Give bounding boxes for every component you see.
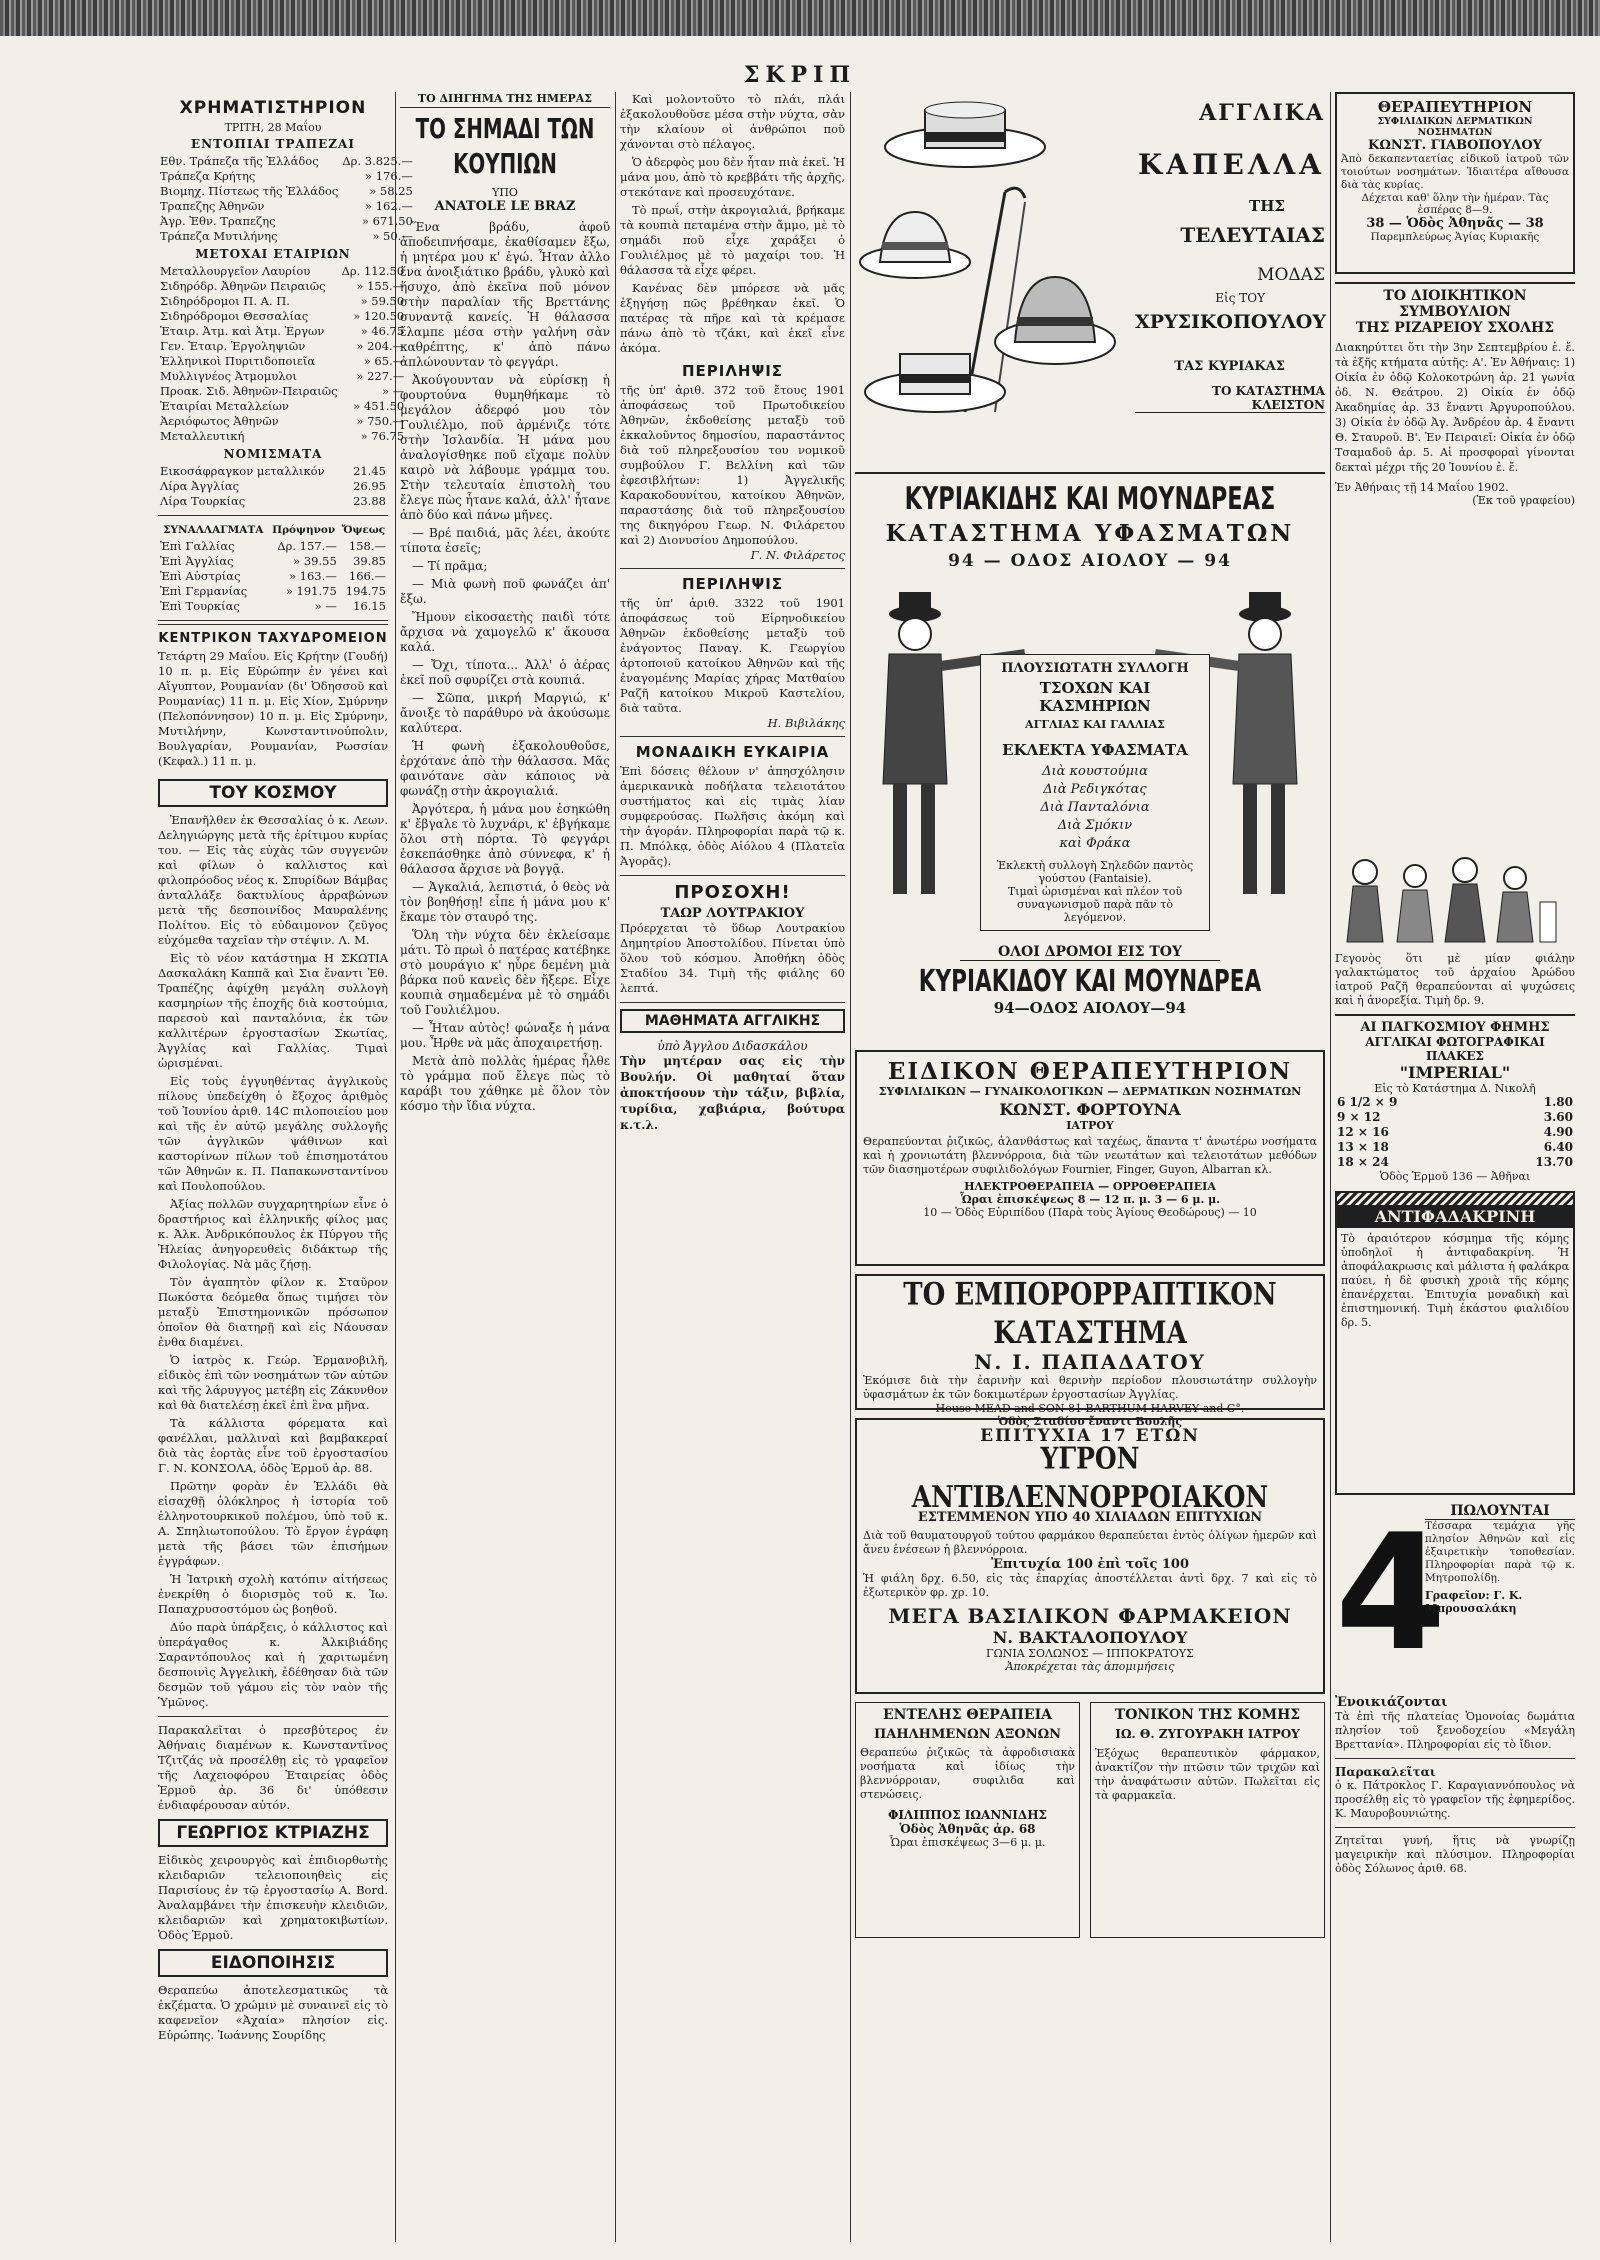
clinic2-ad	[1335, 92, 1575, 274]
paragraph: — Βρέ παιδιά, μᾶς λέει, ἀκούτε τίποτα ἐσεῖς;	[400, 526, 610, 555]
nurse-title: Παρακαλεῖται	[1335, 1765, 1436, 1779]
story-title: ΤΟ ΣΗΜΑΔΙ ΤΩΝ ΚΟΥΠΙΩΝ	[415, 114, 595, 181]
paragraph: Ὁ ἀδερφὸς μου δὲν ἦταν πιὰ ἐκεῖ. Ἡ μάνα μου, ἀπὸ τὸ κρεββάτι τῆς ἀρχῆς, στεκότανε καὶ προσευχότανε.	[620, 155, 845, 199]
obituary2-text: τῆς ὑπ' ἀριθ. 3322 τοῦ 1901 ἀποφάσεως τοῦ Εἰρηνοδικείου Ἀθηνῶν ἐκδοθείσης μεταξὺ τοῦ ἐνάγοντος Παναγ. Κ. Γεωργίου ἀρτοποιοῦ κατοίκου Ἀθηνῶν καὶ τῆς ἐναγομένης Μαρίας χήρας Ματθαίου Ραζῆ κατοίκου Μικροῦ Καστελίου, διὰ ταῦτα.	[620, 596, 845, 715]
table-row	[158, 554, 388, 569]
table-row	[1335, 1110, 1575, 1125]
table-row	[158, 264, 406, 279]
paragraph: Ἀργότερα, ἡ μάνα μου ἐσηκώθη κ' ἔβγαλε τὸ λυχνάρι, κ' ἐβγήκαμε ὅλοι στὴ πόρτα. Τὸ φεγγάρι ἐσκεπάσθηκε ἀπὸ σύννεφα, κ' ἡ θάλασσα ἄρχισε νὰ βογγᾷ.	[400, 802, 610, 876]
hats-title: ΑΓΓΛΙΚΑ	[1199, 100, 1325, 126]
board-title: ΤΟ ΔΙΟΙΚΗΤΙΚΟΝ ΣΥΜΒΟΥΛΙΟΝ	[1335, 282, 1575, 320]
table-row	[158, 429, 406, 444]
english-sub: ὑπὸ Ἀγγλου Διδασκάλου	[657, 1039, 808, 1053]
table-row	[158, 464, 388, 479]
table-cell: 26.95	[353, 479, 386, 493]
table-cell: 23.88	[353, 494, 386, 508]
paragraph: Ἡ φωνὴ ἐξακολουθοῦσε, ἐρχότανε ἀπὸ τὴν θάλασσα. Μᾶς φαινότανε σὰν κάποιος νὰ φωνάζῃ στὴν ἀκρογιαλιά.	[400, 739, 610, 798]
photo-sub: ΑΓΓΛΙΚΑΙ ΦΩΤΟΓΡΑΦΙΚΑΙ ΠΛΑΚΕΣ	[1365, 1035, 1545, 1063]
table-row	[158, 324, 406, 339]
remedy-ad	[855, 1418, 1325, 1694]
table-row	[158, 569, 388, 584]
tonic-doctor: ΙΩ. Θ. ΖΥΓΟΥΡΑΚΗ ΙΑΤΡΟΥ	[1115, 1727, 1300, 1741]
fabric-footer	[855, 944, 1325, 1017]
table-cell: » —	[314, 599, 337, 613]
table-cell: Ἐταιρ. Ἀτμ. καὶ Ἀτμ. Ἐργων	[160, 324, 325, 338]
photo-shop: Εἰς τὸ Κατάστημα Δ. Νικολῆ	[1374, 1082, 1536, 1095]
table-row	[158, 214, 415, 229]
paragraph: Ὁ ἰατρὸς κ. Γεώρ. Ἐρμανοβιλῆ, εἰδικὸς ἐπὶ τῶν νοσημάτων τῶν αὐτῶν καὶ τῆς λάρυγγος μετέβη εἰς Ζάκυνθον καὶ θὰ διατελέσῃ ἐκεῖ ἐπὶ ἓνα μῆνα.	[158, 1353, 388, 1412]
hats-last: ΤΕΛΕΥΤΑΙΑΣ	[1180, 223, 1325, 247]
table-row	[158, 369, 406, 384]
table-cell: Ἐπὶ Τουρκίας	[160, 599, 240, 613]
clinic-address: 10 — Ὁδὸς Εὐριπίδου (Παρὰ τοὺς Ἁγίους Θεοδώρους) — 10	[923, 1206, 1257, 1219]
table-cell: 21.45	[353, 464, 386, 478]
hats-shop: ΧΡΥΣΙΚΟΠΟΥΛΟΥ	[1135, 311, 1326, 333]
fabric-address-2: 94—ΟΔΟΣ ΑΙΟΛΟΥ—94	[993, 999, 1187, 1017]
hats-fashion: ΜΟΔΑΣ	[1257, 265, 1325, 285]
paragraph: — Ἀγκαλιά, λεπιστιά, ὁ θεὸς νὰ τὸν βοηθήσῃ! εἶπε ἡ μάνα μου κ' ἔκαμε τὸν σταυρό της.	[400, 880, 610, 924]
paragraph: Τὸν ἀγαπητὸν φίλον κ. Σταῦρον Πωκόστα δεόμεθα ὅπως τιμήσει τὸν μεταξὺ Ἐπιστημονικῶν πρόσωπον ὁποῖον θὰ διατηρῇ καὶ εἰς Νάουσαν ἐνθα διαμένει.	[158, 1275, 388, 1349]
tears-border	[1337, 1193, 1573, 1205]
therapy-title: ΕΝΤΕΛΗΣ ΘΕΡΑΠΕΙΑ	[883, 1707, 1052, 1723]
table-cell: » 191.75	[285, 584, 337, 598]
table-cell: Προακ. Σιδ. Ἀθηνῶν-Πειραιῶς	[160, 384, 338, 398]
table-cell: Εικοσάφραγκον μεταλλικόν	[160, 464, 325, 478]
photo-address: Ὁδὸς Ἑρμοῦ 136 — Ἀθῆναι	[1379, 1170, 1531, 1183]
table-cell: Δρ. 3.825.—	[342, 154, 413, 168]
table-header: Πρόψηνον	[272, 524, 336, 536]
auction-text: Ἐπὶ δόσεις θέλουν ν' ἀπησχόλησιν ἁμερικανικὰ ποδήλατα τελειοτάτου συστήματος καὶ εἰς τιμὰς λίαν συμφερούσας. Πωλῆσις ἀκόμη καὶ τὴν ἀγοράν. Πληροφορίαι παρὰ τῷ κ. Π. Μπόλκᾳ, ὁδὸς Αἰόλου 4 (Πλατεῖα Ἀγορᾶς).	[620, 764, 845, 868]
post-title: ΚΕΝΤΡΙΚΟΝ ΤΑΧΥΔΡΟΜΕΙΟΝ	[158, 631, 388, 646]
tears-text: Τὸ ἀραιότερον κόσμημα τῆς κόμης ὑποδηλοῖ ἡ ἀντιφαδακρίνη. Ἡ ἀποφάλακρωσις καὶ μάλιστα ἡ φαλάκρα παύει, ἡ δὲ φυσικὴ χροιὰ τῆς κόμης ἐπανέρχεται. Ἐπιτυχία μοναδικὴ καὶ ἐπιστημονική. Τιμὴ ἑκάστου φιαλιδίου δρ. 5.	[1341, 1232, 1569, 1329]
clinic-ad	[855, 1050, 1325, 1266]
store-address: Ὁδὸς Σταδίου ἔναντι Βουλῆς	[997, 1415, 1183, 1428]
wanted-text: Ζητεῖται γυνή, ἥτις νὰ γνωρίζῃ μαγειρικὴν καὶ πλύσιμον. Πληροφορίαι ὁδὸς Σόλωνος ἀριθ. 68.	[1335, 1834, 1575, 1875]
table-row	[158, 414, 406, 429]
table-row	[158, 169, 415, 184]
tonic-title: ΤΟΝΙΚΟΝ ΤΗΣ ΚΟΜΗΣ	[1114, 1707, 1301, 1723]
table-cell: 1.80	[1543, 1095, 1573, 1109]
pharmacy-address: ΓΩΝΙΑ ΣΟΛΩΝΟΣ — ΙΠΠΟΚΡΑΤΟΥΣ	[986, 1647, 1194, 1660]
paragraph: Ἡ Ἰατρικὴ σχολὴ κατόπιν αἰτήσεως ἐνεκρίθη ὁ διορισμὸς τοῦ κ. Ἰω. Παπαχρυσοστόμου ὡς βοηθοῦ.	[158, 1572, 388, 1616]
finance-title: ΧΡΗΜΑΤΙΣΤΗΡΙΟΝ	[179, 98, 367, 118]
right-ads-column	[1335, 92, 1575, 2242]
table-cell: 6 1/2 × 9	[1337, 1095, 1398, 1109]
table-row	[1335, 1140, 1575, 1155]
table-cell: Μεταλλευτική	[160, 429, 245, 443]
story-paragraphs	[400, 220, 610, 1114]
table-cell: 39.85	[353, 554, 386, 568]
sale-body	[1425, 1503, 1575, 1615]
fabric-note-2: Τιμαὶ ὡρισμέναι καὶ πλέον τοῦ συναγωνισμοῦ παρὰ πᾶν τὸ λεγόμενον.	[1007, 885, 1183, 924]
table-cell: » 120.50	[353, 309, 405, 323]
table-row	[158, 184, 415, 199]
table-cell: Τραπεζης Ἀθηνῶν	[160, 199, 265, 213]
table-cell: 194.75	[345, 584, 386, 598]
clinic-electro: ΗΛΕΚΤΡΟΘΕΡΑΠΕΙΑ — ΟΡΡΟΘΕΡΑΠΕΙΑ	[964, 1180, 1216, 1193]
sale-big-number: 4	[1335, 1499, 1447, 1686]
clinic-doctor: ΚΩΝΣΤ. ΦΟΡΤΟΥΝΑ	[999, 1100, 1181, 1119]
paragraph: Ἕνα βράδυ, ἀφοῦ ἀποδειπνήσαμε, ἐκαθίσαμεν ἔξω, ἡ μητέρα μου κ' ἐγώ. Ἦταν ἀλλο ἕνα ἀνοιξιάτικο βράδυ, γλυκὸ καὶ ἥσυχο, ἀπὸ ἐκεῖνα ποῦ μόνον στὴν παραλίαν τῆς Βρεττάνης συναντᾷ κανείς. Ἡ θάλασσα ἔλαμπε μέσα στὴν γαλήνη σὰν καθρέπτης, κ' ἀπὸ πάνω ἀπλώνουνταν τὸ φεγγάρι.	[400, 220, 610, 369]
remedy-text: Διὰ τοῦ θαυματουργοῦ τούτου φαρμάκου θεραπεύεται ἐντὸς ὀλίγων ἡμερῶν καὶ ἄνευ ἐνέσεων ἡ βλεννόρροια.	[863, 1529, 1317, 1556]
therapy-ad	[855, 1702, 1080, 1938]
table-cell: » 162.—	[365, 199, 413, 213]
table-cell: Λίρα Ἀγγλίας	[160, 479, 240, 493]
table-row	[158, 309, 406, 324]
english-title: ΜΑΘΗΜΑΤΑ ΑΓΓΛΙΚΗΣ	[620, 1009, 845, 1033]
clinic-text: Θεραπεύονται ῥιζικῶς, ἀλανθάστως καὶ ταχέως, ἅπαντα τ' ἀνωτέρω νοσήματα καὶ ἡ χρονιωτάτη βλεννόρροια, διὰ τῶν νεωτάτων καὶ τελειοτάτων μεθόδων τῶν διασημοτέρων συφιλιδολόγων Fournier, Finger, Guyon, Albarran κλ.	[863, 1135, 1317, 1176]
paragraph: — Ἦταν αὐτὸς! φώναξε ἡ μάνα μου. Ἦρθε νὰ μᾶς ἀποχαιρετήσῃ.	[400, 1021, 610, 1050]
table-cell: Ἑλληνικοὶ Πυριτιδοποιεῖα	[160, 354, 316, 368]
clinic2-doctor: ΚΩΝΣΤ. ΓΙΑΒΟΠΟΥΛΟΥ	[1368, 138, 1542, 153]
table-cell: Τράπεζα Μυτιλήνης	[160, 229, 278, 243]
attention-sub: ΤΑΩΡ ΛΟΥΤΡΑΚΙΟΥ	[660, 906, 805, 921]
photo-ad	[1335, 1014, 1575, 1183]
hats-street: ΤΑΣ ΚΥΡΙΑΚΑΣ	[1174, 359, 1285, 374]
story-by: ΥΠΟ	[492, 186, 518, 199]
paragraph: Ἐπανῆλθεν ἐκ Θεσσαλίας ὁ κ. Λεων. Δεληγιώργης μετὰ τῆς ἐρίτιμου κυρίας του. — Εἰς τὰς εὐχὰς τῶν συγγενῶν καὶ φίλων ὁ καλλιστος καὶ φιλοπρόοδος νέος κ. Σπυρίδων Βάμβας ἀνταλλάξε δακτυλίους ἀρραβώνων μετὰ τῆς δεσποινίδος Μαυραλένης Πολίτου. Εἰς τὸ εὐδαιμονον ζεῦγος εὐχόμεθα ταχεῖαν τὴν στέψιν. Λ. Μ.	[158, 813, 388, 947]
kyriazis-text: Εἰδικὸς χειρουργὸς καὶ ἐπιδιορθωτὴς κλειδαριῶν τελειοποιηθεὶς εἰς Παρισίους ἐν τῷ ἐργοστασίῳ A. Bord. Ἀναλαμβάνει τὴν ἐπισκευὴν κλειδιῶν, κλειδαριῶν καὶ χρηματοκιβωτίων. Ὁδὸς Ἑρμοῦ.	[158, 1853, 388, 1942]
attention-title: ΠΡΟΣΟΧΗ!	[674, 882, 791, 903]
clinic-hours: Ὧραι ἐπισκέψεως 8 — 12 π. μ. 3 — 6 μ. μ.	[960, 1193, 1220, 1206]
fabric-note: Ἐκλεκτὴ συλλογὴ Σηλεδῶν παντὸς γούστου (Fantaisie).	[996, 859, 1194, 885]
table-cell: Ἀεριόφωτος Ἀθηνῶν	[160, 414, 279, 428]
fabric-banner-2: ΤΣΟΧΩΝ ΚΑΙ ΚΑΣΜΗΡΙΩΝ	[1039, 679, 1151, 715]
top-scan-band	[0, 0, 1600, 36]
table-header: ΣΥΝΑΛΛΑΓΜΑΤΑ	[163, 524, 264, 536]
fabric-title: ΚΥΡΙΑΚΙΔΗΣ ΚΑΙ ΜΟΥΝΔΡΕΑΣ	[904, 480, 1276, 517]
board-sub: ΤΗΣ ΡΙΖΑΡΕΙΟΥ ΣΧΟΛΗΣ	[1355, 320, 1555, 336]
fabric-shop: ΚΑΤΑΣΤΗΜΑ ΥΦΑΣΜΑΤΩΝ	[885, 520, 1295, 547]
table-row	[158, 354, 406, 369]
table-row	[158, 539, 388, 554]
table-row	[158, 599, 388, 614]
clinic-sub: ΣΥΦΙΛΙΔΙΚΩΝ — ΓΥΝΑΙΚΟΛΟΓΙΚΩΝ — ΔΕΡΜΑΤΙΚΩΝ ΝΟΣΗΜΑΤΩΝ	[878, 1085, 1302, 1098]
remedy-years: ΕΠΙΤΥΧΙΑ 17 ΕΤΩΝ	[980, 1426, 1200, 1446]
table-cell: Μεταλλουργεῖον Λαυρίου	[160, 264, 311, 278]
table-cell: » 76.75	[360, 429, 405, 443]
finance-date: ΤΡΙΤΗ, 28 Μαΐου	[224, 121, 322, 134]
story-kicker: ΤΟ ΔΙΗΓΗΜΑ ΤΗΣ ΗΜΕΡΑΣ	[400, 92, 610, 108]
board-notice	[1335, 282, 1575, 842]
kyriazis-title: ΓΕΩΡΓΙΟΣ ΚΤΡΙΑΖΗΣ	[158, 1819, 388, 1847]
sale-title: ΠΩΛΟΥΝΤΑΙ	[1425, 1503, 1575, 1520]
fabric-item: Διὰ Ρεδιγκότας	[1043, 782, 1147, 797]
table-row	[158, 384, 406, 399]
paragraph: Ἀξίας πολλῶν συγχαρητηρίων εἶνε ὁ δραστήριος καὶ ἑλληνικῆς φίλος μας κ. Ἀλκ. Ἀνδρικόπουλος ἐκ Πύργου τῆς Ἠλείας ἀνηγορευθεὶς διδάκτωρ τῆς Φιλολογίας. Νὰ μᾶς ζήσῃ.	[158, 1197, 388, 1271]
table-cell: Μυλλιγνέος Ἀτμομυλοι	[160, 369, 297, 383]
remedy-success: Ἐπιτυχία 100 ἐπὶ τοῖς 100	[990, 1557, 1190, 1572]
table-row	[158, 494, 388, 509]
table-row	[158, 229, 415, 244]
nurse-text: ὁ κ. Πάτροκλος Γ. Καραγιαννόπουλος νὰ προσέλθῃ εἰς τὸ γραφεῖον τῆς ἐφημερίδος. Κ. Μαυροβουνιώτης.	[1335, 1779, 1575, 1820]
store-house: House MEAD and SON 81 BARTHUM HARVEY and C°.	[935, 1402, 1245, 1415]
paragraph: Εἰς τοὺς ἐγγυηθέντας ἀγγλικοὺς πίλους ὑπεδείχθη ὁ ἔξοχος ἀριθμὸς τοῦ Ἰουνίου ἀριθ. 14C πιλοποιείου μου καὶ τῆς ἐν αὐτῷ μεγάλης συλλογῆς τῶν ἀγγλικῶν ψάθινων καὶ καστορίνων πίλων τοῦ ἐπισημοτάτου τῶν Ἀθηνῶν κ. Π. Παπακωνσταντίνου καὶ Πουλοπούλου.	[158, 1074, 388, 1193]
table-cell: Δρ. 157.—	[277, 539, 337, 553]
hats-ad	[855, 92, 1325, 472]
fabric-item: Διὰ κουστούμια	[1042, 764, 1148, 779]
table-cell: » 227.—	[356, 369, 405, 383]
table-cell: Ἐπὶ Αὐστρίας	[160, 569, 241, 583]
tonic-text: Ἐξόχως θεραπευτικὸν φάρμακον, ἀνακτίζον τὴν πτῶσιν τῶν τριχῶν καὶ τὴν ἀναφάτωσιν αὐτῶν. Πωλεῖται εἰς τὰ φαρμακεῖα.	[1095, 1747, 1320, 1802]
table-cell: » 46.75	[360, 324, 405, 338]
page-masthead: ΣΚΡΙΠ	[743, 62, 857, 88]
rent-text: Τὰ ἐπὶ τῆς πλατείας Ὁμονοίας δωμάτια πλησίον τοῦ ξενοδοχείου «Μεγάλη Βρεττανία». Πληροφορίαι εἰς τὸ ἴδιον.	[1335, 1710, 1575, 1751]
attention-text: Πρόερχεται τὸ ὕδωρ Λουτρακίου Δημητρίου Ἀποστολίδου. Πίνεται ὑπὸ ὅλου τοῦ κόσμου. Ἀποθήκη ὁδὸς Σταδίου 34. Τιμὴ τῆς φιάλης 60 λεπτά.	[620, 921, 845, 995]
board-office: (Ἐκ τοῦ γραφείου)	[1472, 494, 1575, 507]
finance-column	[158, 92, 413, 2242]
table-cell: Ἐταιρίαι Μεταλλείων	[160, 399, 289, 413]
ads-column	[855, 92, 1325, 2242]
table-cell: Γεν. Ἐταιρ. Ἐργοληψιῶν	[160, 339, 306, 353]
obituary2-title: ΠΕΡΙΛΗΨΙΣ	[681, 575, 784, 593]
society-paragraphs	[158, 813, 388, 1710]
fabric-address: 94 — ΟΔΟΣ ΑΙΟΛΟΥ — 94	[948, 551, 1232, 571]
paragraph: — Μιὰ φωνὴ ποῦ φωνάζει ἀπ' ἔξω.	[400, 577, 610, 606]
clinic2-hours: Δέχεται καθ' ὅλην τὴν ἡμέραν. Τὰς ἑσπέρας 8—9.	[1361, 192, 1549, 216]
table-cell: Εθν. Τράπεζα τῆς Ἑλλάδος	[160, 154, 319, 168]
hats-at: Εἰς ΤΟΥ	[1215, 291, 1265, 305]
table-row	[1335, 1095, 1575, 1110]
fabric-roads: ΟΛΟΙ ΔΡΟΜΟΙ ΕΙΣ ΤΟΥ	[960, 944, 1220, 961]
coins-table	[158, 464, 388, 509]
hats-of: ΤΗΣ	[1249, 197, 1285, 215]
obituary-text: τῆς ὑπ' ἀριθ. 372 τοῦ ἔτους 1901 ἀποφάσεως τοῦ Πρωτοδικείου Ἀθηνῶν, ἐκδοθείσης μεταξὺ τοῦ ἐκκαλοῦντος δημοσίου, παραστάντος διὰ τοῦ πληρεξουσίου του νομικοῦ συμβούλου Γ. Βελλίνη καὶ τῶν ἐφεσιβλήτων: 1) Ἀγγελικῆς Καρακοδουνίτου, κατοίκου Ἀθηνῶν, παραστάσης διὰ τοῦ πληρεξουσίου της δικηγόρου Γεωρ. Ν. Φιλάρετου καὶ 2) Διονυσίου Δημοπούλου.	[620, 383, 845, 547]
photo-title: ΑΙ ΠΑΓΚΟΣΜΙΟΥ ΦΗΜΗΣ	[1360, 1020, 1550, 1035]
tears-title: ΑΝΤΙΦΑΔΑΚΡΙΝΗ	[1337, 1205, 1573, 1228]
exchange-table	[158, 522, 388, 614]
table-cell: » 750.—	[356, 414, 405, 428]
table-cell: Ἐπὶ Γαλλίας	[160, 539, 235, 553]
fabric-ad	[855, 472, 1325, 1044]
paragraph: Εἰς τὸ νέον κατάστημα Η ΣΚΩΤΙΑ Δασκαλάκη Καππᾶ καὶ Σια ἔναντι Ἐθ. Τραπέζης ἀφίχθη μεγάλη συλλογὴ κασμηρίων τῆς ἐποχῆς διὰ κοστούμια, παρεσοὺ καὶ πανταλόνια, ἐκ τῶν καλλιτέρων ἐργοστασίων Σκωτίας, Ἀγγλίας καὶ Γαλλίας. Τιμαὶ ὡρισμέναι.	[158, 951, 388, 1070]
paragraph: Ὅλη τὴν νύχτα δὲν ἐκλείσαμε μάτι. Τὸ πρωὶ ὁ πατέρας κατέβηκε στὸ μουράγιο κ' ηὗρε δεμένη μιὰ βάρκα ποῦ κανεὶς δὲν ἤξερε. Εἶχε κουπιὰ σημαδεμένα μὲ τὸ σημάδι τοῦ Γουλιέλμου.	[400, 928, 610, 1017]
board-date: Ἐν Ἀθήναις τῇ 14 Μαΐου 1902.	[1335, 481, 1509, 494]
table-cell: » 39.55	[293, 554, 337, 568]
photo-brand: "IMPERIAL"	[1399, 1063, 1511, 1082]
clinic-role: ΙΑΤΡΟΥ	[1066, 1119, 1114, 1132]
table-cell: » 65.—	[363, 354, 405, 368]
paragraph: Μετὰ ἀπὸ πολλὰς ἡμέρας ἦλθε τὸ γράμμα ποῦ ἔλεγε πὼς τὸ καράβι του χάθηκε μὲ ὅλον τὸν κόσμο τὴν ἴδια νύχτα.	[400, 1054, 610, 1113]
table-cell: » 50.—	[372, 229, 413, 243]
remedy-sub: ΕΣΤΕΜΜΕΝΟΝ ΥΠΟ 40 ΧΙΛΙΑΔΩΝ ΕΠΙΤΥΧΙΩΝ	[917, 1510, 1263, 1525]
table-row	[158, 339, 406, 354]
story-column	[400, 92, 610, 2242]
clinic2-note: Παρεμπλεύρως Ἁγίας Κυριακῆς	[1370, 231, 1540, 243]
sale-contact: Γραφεῖον: Γ. Κ. Μπρουσαλάκη	[1425, 1589, 1523, 1615]
table-cell: 13.70	[1535, 1155, 1573, 1169]
table-cell: » 155.—	[356, 279, 405, 293]
companies-header: ΜΕΤΟΧΑΙ ΕΤΑΙΡΙΩΝ	[195, 247, 351, 261]
table-cell: Σιδηρόδρομοι Θεσσαλίας	[160, 309, 309, 323]
bottom-ads	[855, 1702, 1325, 1942]
table-cell: Ἐπὶ Γερμανίας	[160, 584, 248, 598]
story-author: ANATOLE LE BRAZ	[434, 199, 576, 214]
table-cell: 18 × 24	[1337, 1155, 1389, 1169]
fabric-banner	[980, 654, 1210, 931]
table-cell: » —	[382, 384, 405, 398]
therapy-doctor: ΦΙΛΙΠΠΟΣ ΙΩΑΝΝΙΔΗΣ	[887, 1808, 1048, 1822]
clinic-title: ΕΙΔΙΚΟΝ ΘΕΡΑΠΕΥΤΗΡΙΟΝ	[887, 1058, 1293, 1085]
table-cell: » 176.—	[365, 169, 413, 183]
table-cell: » 671.50	[361, 214, 413, 228]
hats-big: ΚΑΠΕΛΛΑ	[1137, 148, 1325, 181]
fabric-banner-3: ΑΓΓΛΙΑΣ ΚΑΙ ΓΑΛΛΙΑΣ	[1025, 718, 1165, 731]
table-cell: Δρ. 112.50	[341, 264, 405, 278]
table-cell: Σιδηρόδρομοι Π. Α. Π.	[160, 294, 290, 308]
paragraph: Πρῶτην φορὰν ἐν Ἑλλάδι θὰ εἰσαχθῇ ὁλόκληρος ἡ ἱστορία τοῦ ἑλληνοτουρκικοῦ πολέμου, ὑπὸ τοῦ κ. Α. Σπηλιωτοπούλου. Τὸ ἔργον ἐγράφη μετὰ τῆς βάσει τῶν ἐπισήμων ἐγγράφων.	[158, 1479, 388, 1568]
sale-text: Τέσσαρα τεμάχια γῆς πλησίον Ἀθηνῶν καὶ εἰς ἐξαιρετικὴν τοποθεσίαν. Πληροφορίαι παρὰ τῷ κ. Μητροπολίδῃ.	[1425, 1520, 1575, 1584]
hats-illustration	[855, 92, 1125, 462]
fabric-item: Διὰ Σμόκιν	[1057, 818, 1133, 833]
table-cell: 166.—	[348, 569, 386, 583]
sale-ad	[1335, 1499, 1575, 1693]
table-cell: » 451.50	[353, 399, 405, 413]
tonic-ad	[1090, 1702, 1325, 1938]
table-cell: » 204.—	[356, 339, 405, 353]
table-row	[158, 199, 415, 214]
table-cell: Βιομηχ. Πίστεως τῆς Ἑλλάδος	[160, 184, 339, 198]
table-row	[158, 279, 406, 294]
paragraph: — Σῶπα, μικρή Μαργιώ, κ' ἄνοιξε τὸ παράθυρο νὰ ἀκούσωμε καλύτερα.	[400, 691, 610, 735]
paragraph: Τὸ πρωΐ, στὴν ἀκρογιαλιά, βρήκαμε τὰ κουπιὰ πεταμένα στὴν ἄμμο, μὲ τὸ σημάδι ποῦ εἶχε χαράξει ὁ Γουλιέλμος μὲ τὸ μαχαίρι του. Ἡ θάλασσα τὰ εἶχε φέρει.	[620, 203, 845, 277]
fabric-item: καὶ Φράκα	[1059, 836, 1131, 851]
society-notice: Παρακαλεῖται ὁ πρεσβύτερος ἐν Ἀθήναις διαμένων κ. Κωνσταντῖνος Τζιτζάς νὰ προσέλθῃ εἰς τὸ γραφεῖον τῆς Λαχειοφόρου Ἐταιρείας ὁδὸς Ἑρμοῦ ἀρ. 36 δι' ὑπόθεσιν ἐνδιαφέρουσαν αὐτόν.	[158, 1723, 388, 1812]
table-cell: Σιδηρόδρ. Ἀθηνῶν Πειραιῶς	[160, 279, 326, 293]
fabric-item: Διὰ Πανταλόνια	[1040, 800, 1150, 815]
paragraph: Ἤμουν εἰκοσαετὴς παιδὶ τότε ἄρχισα νὰ χαμογελῶ κ' ἄκουσα καλά.	[400, 610, 610, 654]
table-cell: » 59.50	[360, 294, 405, 308]
paragraph: Κανένας δὲν μπόρεσε νὰ μᾶς ἐξηγήσῃ πῶς βρέθηκαν ἐκεῖ. Ὁ πατέρας τὰ πῆρε καὶ τὰ κρέμασε πάνω ἀπὸ τὸ τζάκι, καὶ ἐκεῖ εἶνε ἀκόμα.	[620, 281, 845, 355]
therapy-hours: Ὧραι ἐπισκέψεως 3—6 μ. μ.	[889, 1836, 1046, 1849]
table-cell: 12 × 16	[1337, 1125, 1389, 1139]
notices-title: ΕΙΔΟΠΟΙΗΣΙΣ	[158, 1949, 388, 1977]
hats-text	[1135, 92, 1325, 413]
clinic2-title: ΘΕΡΑΠΕΥΤΗΡΙΟΝ	[1377, 98, 1533, 116]
therapy-sub: ΠΑΗΛΗΜΕΝΩΝ ΑΞΟΝΩΝ	[873, 1727, 1062, 1742]
paragraph: Ἀκούγουνταν νὰ εὐρίσκῃ ἡ φουρτούνα θυμηθήκαμε τὸ μεγάλον ἀδερφό μου τὸν Γουλιέλμο, ποῦ ἀρμένιζε τότε στὴν Ἰσλανδία. Ἡ μάνα μου ἀναλογίσθηκε ποῦ εἴχαμε πολὺν καιρὸ νὰ λάβουμε γράμμα του. Στὴν τελευταία ἐπιστολὴ του ἔλεγε πὼς ἦτανε καλά, ἀλλ' ἦτανε ἀπὸ δύο καὶ πάνω μῆνες.	[400, 373, 610, 522]
remedy-price: Ἡ φιάλη δρχ. 6.50, εἰς τὰς ἐπαρχίας ἀποστέλλεται ἀντὶ δρχ. 7 καὶ εἰς τὸ ἐξωτερικὸν φρ. χρ. 10.	[863, 1572, 1317, 1599]
banks-table	[158, 154, 415, 244]
table-cell: » 58.25	[369, 184, 413, 198]
companies-table	[158, 264, 406, 444]
table-row	[1335, 1155, 1575, 1170]
paragraph: Τὰ κάλλιστα φόρεματα καὶ φανέλλαι, μαλλιναὶ καὶ βαμβακεραί διὰ τὰς ἑορτὰς εἶνε τοῦ ἐργοστασίου Γ. Ν. ΚΟΝΣΟΛΑ, ὁδὸς Ἑρμοῦ ἀρ. 88.	[158, 1416, 388, 1475]
coins-header: ΝΟΜΙΣΜΑΤΑ	[223, 447, 323, 461]
table-cell: » 163.—	[288, 569, 337, 583]
obituary-title: ΠΕΡΙΛΗΨΙΣ	[681, 362, 784, 380]
store-text: Ἐκόμισε διὰ τὴν ἐαρινὴν καὶ θερινὴν περίοδον πλουσιωτάτην συλλογὴν ὑφασμάτων ἐκ τῶν δοκιμωτέρων ἐργοστασίων Ἀγγλίας.	[863, 1374, 1317, 1401]
tears-ad	[1335, 1191, 1575, 1495]
english-text: Τὴν μητέραν σας εἰς τὴν Βουλήν. Οἱ μαθηταί ὅταν ἀποκτήσουν τὴν τάξιν, βιβλία, τυρίδια, χαβιάρια, βούτυρα κ.τ.λ.	[620, 1054, 845, 1132]
table-row	[158, 294, 406, 309]
store-title: ΤΟ ΕΜΠΟΡΟΡΡΑΠΤΙΚΟΝ ΚΑΤΑΣΤΗΜΑ	[903, 1276, 1277, 1352]
post-text: Τετάρτη 29 Μαΐου. Εἰς Κρήτην (Γουδή) 10 π. μ. Εἰς Εὐρώπην ἐν γένει καὶ Αἴγυπτον, Ρουμανίαν (δι' Ὀδησσοῦ καὶ Ρουμανίας) 11 π. μ. Εἰς Χίον, Σμύρνην (Πελοπόννησον) 10 π. μ. Εἰς Σμύρνην, Μυτιλήνην, Κωνσταντινούπολιν, Βουλγαρίαν, Ρουμανίαν, Ρωσσίαν (Κεφαλ.) 11 π. μ.	[158, 649, 388, 768]
table-row	[158, 584, 388, 599]
column-rule	[850, 92, 851, 2242]
table-cell: 158.—	[348, 539, 386, 553]
table-row	[158, 154, 415, 169]
table-cell: 4.90	[1543, 1125, 1573, 1139]
obituary2-signature: Η. Βιβιλάκης	[767, 716, 845, 730]
paragraph: Καὶ μολοντοῦτο τὸ πλάι, πλάι ἐξακολουθοῦσε μέσα στὴν νύχτα, σὰν τὴν κλαίουν οἱ ἀνθρώποι ποῦ χάνονται στὸ πέλαγος.	[620, 92, 845, 151]
table-cell: 9 × 12	[1337, 1110, 1381, 1124]
therapy-address: Ὁδὸς Ἀθηνᾶς ἀρ. 68	[899, 1822, 1036, 1836]
fabric-name-2: ΚΥΡΙΑΚΙΔΟΥ ΚΑΙ ΜΟΥΝΔΡΕΑ	[918, 963, 1262, 999]
board-text: Διακηρύττει ὅτι τὴν 3ην Σεπτεμβρίου ἐ. ἔ. τὰ ἑξῆς κτήματα αὐτῆς: Α'. Ἐν Ἀθήναις: 1) Οἰκία ἐν ὁδῷ Κολοκοτρώνη ἀρ. 21 γωνία ὁδ. Ν. Θεάτρου. 2) Οἰκία ἐν ὁδῷ Ἀκαδημίας ἀρ. 33 ἔναντι Ἀργυροπούλου. 3) Οἰκία ἐν ὁδῷ Ἀγ. Ἀνδρέου ἀρ. 4 ἔναντι Θ. Σταυροῦ. Β'. Ἐν Πειραιεῖ: Οἰκία ἐν ὁδῷ Τσαμαδοῦ ἀρ. 5. Αἱ προσφοραὶ γίνονται δεκταὶ μέχρι τῆς 20 Ἰουνίου ἐ. ἔ.	[1335, 341, 1575, 474]
banks-header: ΕΝΤΟΠΙΑΙ ΤΡΑΠΕΖΑΙ	[191, 137, 355, 151]
society-title: ΤΟΥ ΚΟΣΜΟΥ	[158, 779, 388, 807]
remedy-title: ΥΓΡΟΝ ΑΝΤΙΒΛΕΝΝΟΡΡΟΙΑΚΟΝ	[911, 1440, 1269, 1514]
fabric-items	[985, 763, 1205, 853]
table-cell: 16.15	[353, 599, 386, 613]
table-header: Ὄψεως	[341, 524, 386, 536]
table-row	[158, 479, 388, 494]
table-cell: Τράπεζα Κρήτης	[160, 169, 256, 183]
paragraph: — Ὄχι, τίποτα... Ἀλλ' ὁ ἀέρας ἐκεῖ ποῦ σφυρίζει στὰ κουπιά.	[400, 658, 610, 687]
pharmacy-note: Ἀποκρέχεται τὰς ἀπομιμήσεις	[1005, 1660, 1175, 1673]
table-cell: Ἀγρ. Ἐθν. Τραπεζης	[160, 214, 276, 228]
paragraph: — Τί πρᾶμα;	[412, 559, 488, 573]
table-cell: 3.60	[1543, 1110, 1573, 1124]
paragraph: Δύο παρὰ ὑπάρξεις, ὁ κάλλιστος καὶ ὑπεράγαθος κ. Ἀλκιβιάδης Σαραντόπουλος καὶ ἡ χαριτωμένη δεσποινὶς Ἀγγελικὴ, ἐδέθησαν διὰ τῶν δεσμῶν τοῦ γάμου εἰς τὸν ναὸν τῆς Ὑμῶνος.	[158, 1620, 388, 1709]
fabric-banner-1: ΠΛΟΥΣΙΩΤΑΤΗ ΣΥΛΛΟΓΗ	[1001, 661, 1189, 676]
table-row	[158, 399, 406, 414]
notices-text: Θεραπεύω ἀποτελεσματικῶς τὰ ἐκζέματα. Ὁ χρώμιν μὲ συναινεῖ εἰς τὸ καφενεῖον «Ἀχαία» πλησίον εἰς. Εὐρώπης. Ἰωάννης Σουρίδης	[158, 1983, 388, 2042]
auction-title: ΜΟΝΑΔΙΚΗ ΕΥΚΑΙΡΙΑ	[635, 743, 830, 761]
cartoon-caption: Γεγονὸς ὅτι μὲ μίαν φιάλην γαλακτώματος τοῦ ἀρχαίου Ἀρώδου ἰατροῦ Ραζῆ θεραπεύονται αἱ ψυχώσεις καὶ ἡ ἀνορεξία. Τιμὴ δρ. 9.	[1335, 952, 1575, 1007]
therapy-text: Θεραπεύω ῥιζικῶς τὰ ἀφροδισιακὰ νοσήματα καὶ ἰδίως τὴν βλεννόρροιαν, συφιλιδα καὶ στενώσεις.	[860, 1746, 1075, 1801]
cartoon-illustration	[1335, 842, 1575, 952]
fabric-select: ΕΚΛΕΚΤΑ ΥΦΑΣΜΑΤΑ	[1002, 741, 1188, 759]
obituary-signature: Γ. Ν. Φιλάρετος	[750, 548, 845, 562]
column-rule	[1330, 92, 1331, 2242]
legal-column	[620, 92, 845, 2242]
column-rule	[615, 92, 616, 2242]
rent-title: Ἐνοικιάζονται	[1335, 1695, 1448, 1710]
table-cell: 6.40	[1543, 1140, 1573, 1154]
store-owner: Ν. Ι. ΠΑΠΑΔΑΤΟΥ	[974, 1350, 1206, 1374]
table-row	[1335, 1125, 1575, 1140]
hats-closed: ΤΟ ΚΑΤΑΣΤΗΜΑ ΚΛΕΙΣΤΟΝ	[1135, 384, 1325, 413]
clinic2-text: Ἀπὸ δεκαπενταετίας εἰδικοῦ ἰατροῦ τῶν τοιούτων νοσημάτων. Ἰδιαιτέρα αἴθουσα διὰ τὰς κυρίας.	[1341, 153, 1569, 191]
clinic2-sub: ΣΥΦΙΛΙΔΙΚΩΝ ΔΕΡΜΑΤΙΚΩΝ ΝΟΣΗΜΑΤΩΝ	[1377, 116, 1533, 138]
table-cell: Ἐπὶ Ἀγγλίας	[160, 554, 234, 568]
story-continuation	[620, 92, 845, 356]
table-cell: 13 × 18	[1337, 1140, 1389, 1154]
clinic2-address: 38 — Ὁδὸς Ἀθηνᾶς — 38	[1366, 216, 1544, 231]
pharmacy-owner: Ν. ΒΑΚΤΑΛΟΠΟΥΛΟΥ	[992, 1628, 1188, 1647]
photo-prices	[1335, 1095, 1575, 1170]
pharmacy-title: ΜΕΓΑ ΒΑΣΙΛΙΚΟΝ ΦΑΡΜΑΚΕΙΟΝ	[888, 1604, 1292, 1628]
table-cell: Λίρα Τουρκίας	[160, 494, 246, 508]
tailor-store-ad	[855, 1274, 1325, 1428]
